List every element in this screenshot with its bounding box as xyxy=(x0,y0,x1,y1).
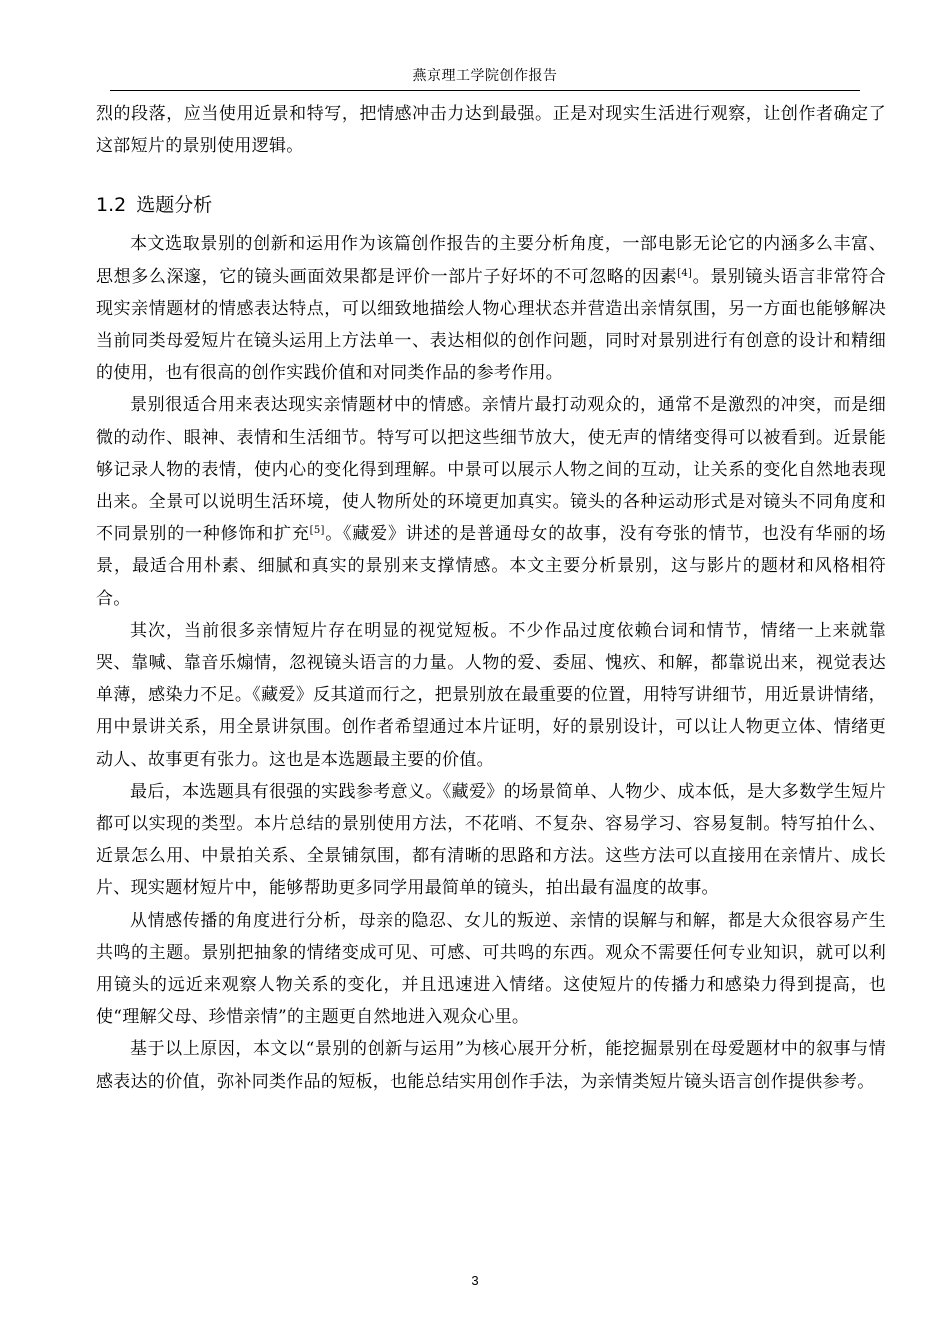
citation-ref: [5] xyxy=(309,525,325,537)
paragraph-visual-shortcoming: 其次，当前很多亲情短片存在明显的视觉短板。不少作品过度依赖台词和情节，情绪一上来就靠哭、靠喊、靠音乐煽情，忽视镜头语言的力量。人物的爱、委屈、愧疚、和解，都靠说出来，视觉表达单薄，感染力不足。《藏爱》反其道而行之，把景别放在最重要的位置，用特写讲细节，用近景讲情绪，用中景讲关系，用全景讲氛围。创作者希望通过本片证明，好的景别设计，可以让人物更立体、情绪更动人、故事更有张力。这也是本选题最主要的价值。 xyxy=(96,620,886,770)
paragraph-text: 本文选取景别的创新和运用作为该篇创作报告的主要分析角度，一部电影无论它的内涵多么丰富、思想多么深邃，它的镜头画面效果都是评价一部片子好坏的不可忽略的因素 xyxy=(96,234,886,287)
header-rule xyxy=(110,90,860,91)
paragraph-practical-value: 最后，本选题具有很强的实践参考意义。《藏爱》的场景简单、人物少、成本低，是大多数学生短片都可以实现的类型。本片总结的景别使用方法，不花哨、不复杂、容易学习、容易复制。特写拍什么、近景怎么用、中景拍关系、全景铺氛围，都有清晰的思路和方法。这些方法可以直接用在亲情片、成长片、现实题材短片中，能够帮助更多同学用最简单的镜头，拍出最有温度的故事。 xyxy=(96,781,886,899)
paragraph-emotional-communication: 从情感传播的角度进行分析，母亲的隐忍、女儿的叛逆、亲情的误解与和解，都是大众很容易产生共鸣的主题。景别把抽象的情绪变成可见、可感、可共鸣的东西。观众不需要任何专业知识，就可以利用镜头的远近来观察人物关系的变化，并且迅速进入情绪。这使短片的传播力和感染力得到提高，也使“理解父母、珍惜亲情”的主题更自然地进入观众心里。 xyxy=(96,910,886,1028)
section-heading xyxy=(96,188,886,222)
paragraph-text: 。《藏爱》讲述的是普通母女的故事，没有夸张的情节，也没有华丽的场景，最适合用朴素、细腻和真实的景别来支撑情感。本文主要分析景别，这与影片的题材和风格相符合。 xyxy=(96,524,886,609)
paragraph-conclusion: 基于以上原因，本文以“景别的创新与运用”为核心展开分析，能挖掘景别在母爱题材中的叙事与情感表达的价值，弥补同类作品的短板，也能总结实用创作手法，为亲情类短片镜头语言创作提供参考。 xyxy=(96,1039,886,1092)
body-text xyxy=(96,98,886,1098)
paragraph-shot-size-emotion xyxy=(96,389,886,614)
paragraph-continued: 烈的段落，应当使用近景和特写，把情感冲击力达到最强。正是对现实生活进行观察，让创作者确定了这部短片的景别使用逻辑。 xyxy=(96,104,886,157)
citation-ref: [4] xyxy=(677,267,693,279)
paragraph-text: 景别很适合用来表达现实亲情题材中的情感。亲情片最打动观众的，通常不是激烈的冲突，而是细微的动作、眼神、表情和生活细节。特写可以把这些细节放大，使无声的情绪变得可以被看到。近景能够记录人物的表情，使内心的变化得到理解。中景可以展示人物之间的互动，让关系的变化自然地表现出来。全景可以说明生活环境，使人物所处的环境更加真实。镜头的各种运动形式是对镜头不同角度和不同景别的一种修饰和扩充 xyxy=(96,395,886,545)
section-number: 1.2 xyxy=(96,194,127,217)
paragraph-text: 。景别镜头语言非常符合现实亲情题材的情感表达特点，可以细致地描绘人物心理状态并营造出亲情氛围，另一方面也能够解决当前同类母爱短片在镜头运用上方法单一、表达相似的创作问题，同时对景别进行有创意的设计和精细的使用，也有很高的创作实践价值和对同类作品的参考作用。 xyxy=(96,266,886,384)
paragraph-topic-intro xyxy=(96,228,886,389)
section-title: 选题分析 xyxy=(136,194,213,217)
running-header: 燕京理工学院创作报告 xyxy=(412,68,558,84)
page-number: 3 xyxy=(471,1273,479,1288)
